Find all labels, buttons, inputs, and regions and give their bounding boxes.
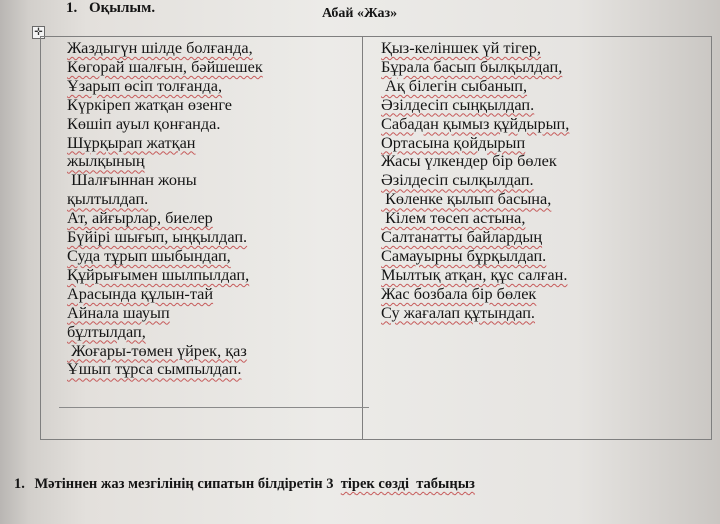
question-underlined-text: тірек сөзді табыңыз bbox=[340, 476, 475, 492]
poem-line: Салтанатты байлардың bbox=[381, 227, 543, 247]
task-heading bbox=[66, 0, 155, 17]
poem-line: Көгорай шалғын, бәйшешек bbox=[67, 56, 263, 76]
move-cross-icon[interactable]: ✛ bbox=[32, 26, 45, 39]
poem-line: Сабадан қымыз құйдырып, bbox=[381, 113, 570, 133]
poem-line: қылтылдап. bbox=[67, 189, 149, 209]
poem-line: Ұшып тұрса сымпылдап. bbox=[67, 359, 242, 379]
poem-line: Әзілдесіп сыңқылдап. bbox=[381, 94, 535, 114]
table-inner-rule bbox=[59, 407, 369, 408]
poem-line: Қыз-келіншек үй тігер, bbox=[381, 38, 541, 57]
poem-line: Көшіп ауыл қонғанда. bbox=[67, 113, 221, 133]
poem-line: Ортасына қойдырып bbox=[381, 132, 526, 152]
poem-table bbox=[40, 36, 712, 440]
poem-right-column bbox=[381, 39, 569, 323]
poem-line: Жоғары-төмен үйрек, қаз bbox=[67, 340, 247, 360]
poem-line: Самауырны бұрқылдап. bbox=[381, 245, 547, 265]
poem-title: Абай «Жаз» bbox=[322, 6, 398, 21]
poem-line: Шұрқырап жатқан bbox=[67, 132, 196, 152]
poem-line: Жасы үлкендер бір бөлек bbox=[381, 151, 557, 171]
poem-line: Суда тұрып шыбындап, bbox=[67, 245, 231, 265]
poem-line: Су жағалап құтындап. bbox=[381, 302, 536, 322]
poem-line: Ақ білегін сыбанып, bbox=[381, 75, 528, 95]
poem-line: Жас бозбала бір бөлек bbox=[381, 283, 537, 303]
poem-line: Күркіреп жатқан өзенге bbox=[67, 94, 233, 114]
poem-line: Кілем төсеп астына, bbox=[381, 208, 526, 228]
poem-line: Құйрығымен шылпылдап, bbox=[67, 264, 250, 284]
poem-line: Мылтық атқан, құс салған. bbox=[381, 264, 568, 284]
poem-line: Әзілдесіп сылқылдап. bbox=[381, 170, 534, 190]
poem-line: Айнала шауып bbox=[67, 302, 170, 322]
question-1 bbox=[14, 476, 475, 493]
task-label: Оқылым. bbox=[89, 0, 156, 16]
poem-line: Ат, айғырлар, биелер bbox=[67, 208, 213, 228]
poem-line: Бұрала басып былқылдап, bbox=[381, 56, 563, 76]
question-number: 1. bbox=[14, 476, 25, 492]
poem-line: Бүйірі шығып, ыңқылдап. bbox=[67, 227, 248, 247]
poem-line: Шалғыннан жоны bbox=[67, 170, 197, 190]
poem-left-column bbox=[67, 39, 263, 379]
poem-line: Жаздыгүн шілде болғанда, bbox=[67, 38, 253, 57]
poem-line: Көленке қылып басына, bbox=[381, 189, 552, 209]
poem-line: бұлтылдап, bbox=[67, 321, 146, 341]
column-divider bbox=[362, 37, 363, 439]
poem-line: Ұзарып өсіп толғанда, bbox=[67, 75, 223, 95]
poem-line: жылқының bbox=[67, 151, 145, 171]
task-number: 1. bbox=[66, 0, 78, 16]
poem-line: Арасында құлын-тай bbox=[67, 283, 214, 303]
question-text: Мәтіннен жаз мезгілінің сипатын білдіретін 3 bbox=[34, 476, 338, 492]
